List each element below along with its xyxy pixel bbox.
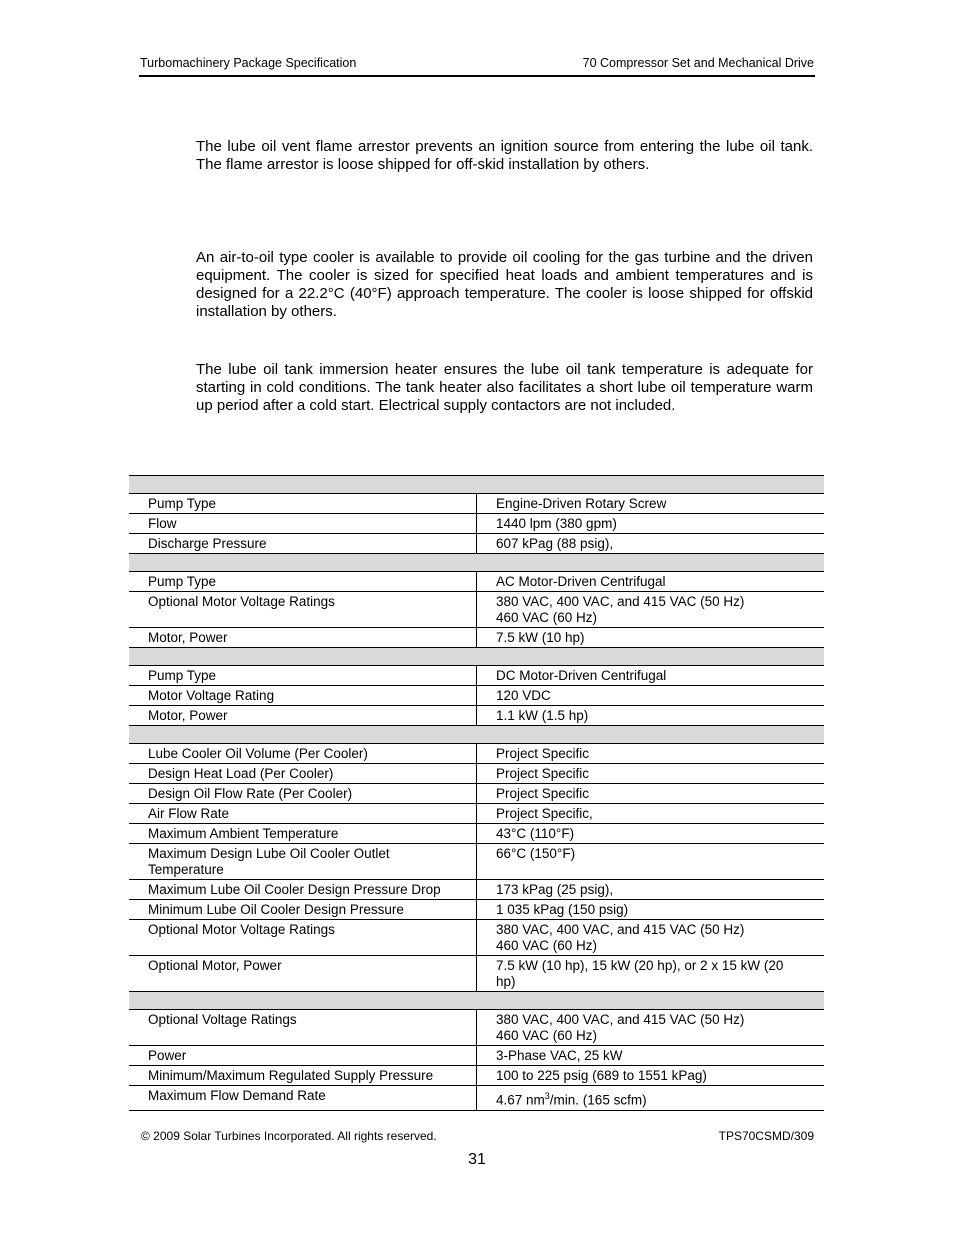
table-row bbox=[129, 900, 824, 920]
footer-copyright: © 2009 Solar Turbines Incorporated. All rights reserved. bbox=[141, 1129, 437, 1143]
row-value-multiline bbox=[477, 592, 825, 628]
table-row bbox=[129, 956, 824, 992]
row-label: Optional Motor Voltage Ratings bbox=[129, 592, 477, 628]
row-label: Minimum/Maximum Regulated Supply Pressure bbox=[129, 1066, 477, 1086]
row-value: 607 kPag (88 psig), bbox=[477, 534, 825, 554]
row-value-main: 4.67 nm bbox=[496, 1092, 545, 1108]
row-value-line: 380 VAC, 400 VAC, and 415 VAC (50 Hz) bbox=[496, 594, 745, 609]
row-value: AC Motor-Driven Centrifugal bbox=[477, 572, 825, 592]
row-label: Design Heat Load (Per Cooler) bbox=[129, 764, 477, 784]
row-value: DC Motor-Driven Centrifugal bbox=[477, 666, 825, 686]
row-label: Maximum Flow Demand Rate bbox=[129, 1086, 477, 1111]
table-row bbox=[129, 572, 824, 592]
page-number: 31 bbox=[468, 1151, 486, 1168]
row-value: 120 VDC bbox=[477, 686, 825, 706]
row-label-line: Maximum Design Lube Oil Cooler Outlet bbox=[148, 846, 390, 861]
row-label: Power bbox=[129, 1046, 477, 1066]
row-label: Flow bbox=[129, 514, 477, 534]
row-value-multiline bbox=[477, 920, 825, 956]
row-value: 7.5 kW (10 hp) bbox=[477, 628, 825, 648]
row-label: Air Flow Rate bbox=[129, 804, 477, 824]
header-right-title: 70 Compressor Set and Mechanical Drive bbox=[582, 56, 814, 70]
row-label: Lube Cooler Oil Volume (Per Cooler) bbox=[129, 744, 477, 764]
section-header-row bbox=[129, 726, 824, 744]
row-value-multiline bbox=[477, 1010, 825, 1046]
row-label: Pump Type bbox=[129, 666, 477, 686]
row-label: Minimum Lube Oil Cooler Design Pressure bbox=[129, 900, 477, 920]
row-value: Project Specific bbox=[477, 764, 825, 784]
table-row bbox=[129, 764, 824, 784]
row-value-line: hp) bbox=[496, 974, 516, 989]
paragraph-oil-cooler: An air-to-oil type cooler is available to provide oil cooling for the gas turbine and the driven equipment. The cooler is sized for specified heat loads and ambient temperatures and is designed for a 22.2°C (40°F) approach temperature. The cooler is loose shipped for offskid installation by others. bbox=[196, 249, 813, 320]
row-value: 1.1 kW (1.5 hp) bbox=[477, 706, 825, 726]
superscript-3: 3 bbox=[544, 1091, 550, 1101]
row-value-line: 380 VAC, 400 VAC, and 415 VAC (50 Hz) bbox=[496, 922, 745, 937]
row-value-line: 7.5 kW (10 hp), 15 kW (20 hp), or 2 x 15 kW (20 bbox=[496, 958, 784, 973]
section-header-row bbox=[129, 648, 824, 666]
row-value-suffix: /min. (165 scfm) bbox=[549, 1092, 647, 1108]
paragraph-flame-arrestor: The lube oil vent flame arrestor prevents an ignition source from entering the lube oil tank. The flame arrestor is loose shipped for off-skid installation by others. bbox=[196, 138, 813, 173]
row-value: 100 to 225 psig (689 to 1551 kPag) bbox=[477, 1066, 825, 1086]
row-label: Motor, Power bbox=[129, 628, 477, 648]
table-row bbox=[129, 744, 824, 764]
page-header bbox=[139, 55, 815, 77]
table-row bbox=[129, 880, 824, 900]
row-value-line: 460 VAC (60 Hz) bbox=[496, 1028, 598, 1043]
row-value: 43°C (110°F) bbox=[477, 824, 825, 844]
table-row bbox=[129, 706, 824, 726]
row-label: Optional Motor, Power bbox=[129, 956, 477, 992]
row-label: Pump Type bbox=[129, 572, 477, 592]
table-row bbox=[129, 844, 824, 880]
row-value-multiline bbox=[477, 956, 825, 992]
spec-table bbox=[129, 475, 824, 1111]
table-row bbox=[129, 1010, 824, 1046]
table-row bbox=[129, 804, 824, 824]
row-label: Discharge Pressure bbox=[129, 534, 477, 554]
table-row bbox=[129, 824, 824, 844]
row-value: Project Specific, bbox=[477, 804, 825, 824]
row-value-line: 460 VAC (60 Hz) bbox=[496, 938, 598, 953]
table-row bbox=[129, 666, 824, 686]
row-label: Maximum Ambient Temperature bbox=[129, 824, 477, 844]
table-row bbox=[129, 1046, 824, 1066]
row-value: 1 035 kPag (150 psig) bbox=[477, 900, 825, 920]
row-value: 3-Phase VAC, 25 kW bbox=[477, 1046, 825, 1066]
row-value: Project Specific bbox=[477, 744, 825, 764]
table-row bbox=[129, 920, 824, 956]
footer-doc-code: TPS70CSMD/309 bbox=[718, 1129, 814, 1143]
row-label-multiline bbox=[129, 844, 477, 880]
row-value: 1440 lpm (380 gpm) bbox=[477, 514, 825, 534]
row-label: Pump Type bbox=[129, 494, 477, 514]
table-row bbox=[129, 514, 824, 534]
table-row bbox=[129, 534, 824, 554]
row-value-line: 380 VAC, 400 VAC, and 415 VAC (50 Hz) bbox=[496, 1012, 745, 1027]
paragraph-tank-heater: The lube oil tank immersion heater ensures the lube oil tank temperature is adequate for starting in cold conditions. The tank heater also facilitates a short lube oil temperature warm up period after a cold start. Electrical supply contactors are not included. bbox=[196, 361, 813, 414]
row-label: Maximum Lube Oil Cooler Design Pressure Drop bbox=[129, 880, 477, 900]
row-label: Motor, Power bbox=[129, 706, 477, 726]
section-header-row bbox=[129, 476, 824, 494]
header-left-title: Turbomachinery Package Specification bbox=[140, 56, 357, 70]
table-row bbox=[129, 1066, 824, 1086]
table-row bbox=[129, 628, 824, 648]
section-header-row bbox=[129, 992, 824, 1010]
table-row bbox=[129, 686, 824, 706]
row-value: 173 kPag (25 psig), bbox=[477, 880, 825, 900]
table-row bbox=[129, 592, 824, 628]
row-value: Project Specific bbox=[477, 784, 825, 804]
section-header-row bbox=[129, 554, 824, 572]
row-value bbox=[477, 1086, 825, 1111]
row-label-line: Temperature bbox=[148, 862, 224, 877]
table-row bbox=[129, 1086, 824, 1111]
row-label: Optional Voltage Ratings bbox=[129, 1010, 477, 1046]
row-label: Optional Motor Voltage Ratings bbox=[129, 920, 477, 956]
row-label: Design Oil Flow Rate (Per Cooler) bbox=[129, 784, 477, 804]
row-value-line: 460 VAC (60 Hz) bbox=[496, 610, 598, 625]
table-row bbox=[129, 494, 824, 514]
row-label: Motor Voltage Rating bbox=[129, 686, 477, 706]
table-row bbox=[129, 784, 824, 804]
row-value: Engine-Driven Rotary Screw bbox=[477, 494, 825, 514]
row-value: 66°C (150°F) bbox=[477, 844, 825, 880]
